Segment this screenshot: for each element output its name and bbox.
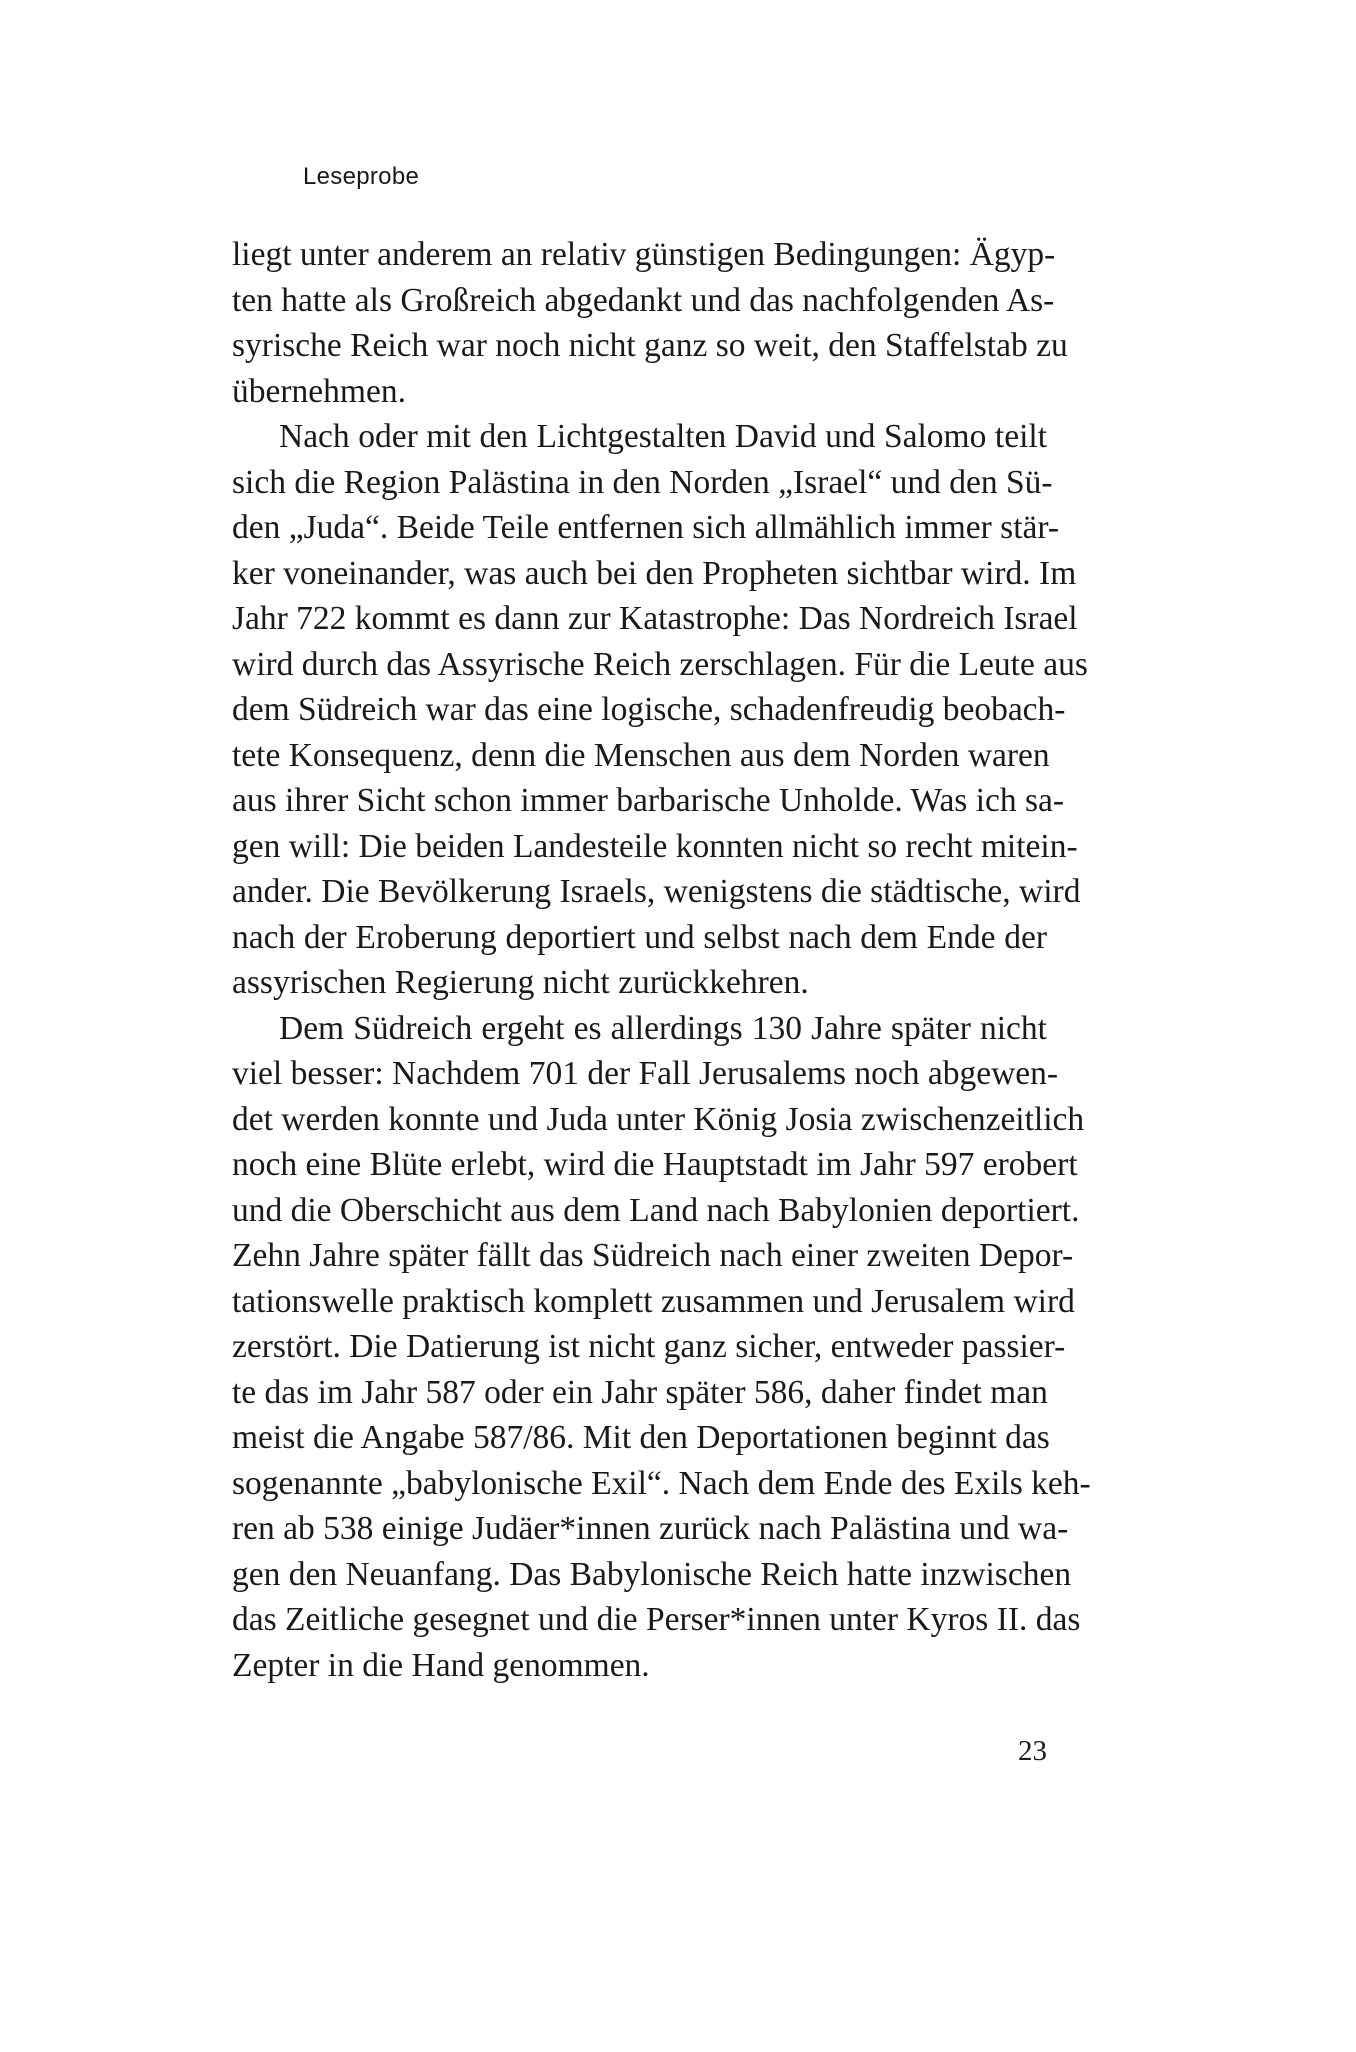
text-line: Zehn Jahre später fällt das Südreich nach einer zweiten Depor- xyxy=(232,1237,1074,1274)
body-text xyxy=(232,232,1091,1688)
text-line: zerstört. Die Datierung ist nicht ganz sicher, entweder passier- xyxy=(232,1328,1066,1365)
text-line: das Zeitliche gesegnet und die Perser*innen unter Kyros II. das xyxy=(232,1601,1081,1638)
text-line: meist die Angabe 587/86. Mit den Deportationen beginnt das xyxy=(232,1419,1050,1456)
text-line: sogenannte „babylonische Exil“. Nach dem Ende des Exils keh- xyxy=(232,1464,1091,1502)
text-line: dem Südreich war das eine logische, schadenfreudig beobach- xyxy=(232,691,1066,728)
text-line: gen will: Die beiden Landesteile konnten nicht so recht mitein- xyxy=(232,827,1078,865)
text-line: ander. Die Bevölkerung Israels, wenigstens die städtische, wird xyxy=(232,873,1081,910)
text-line: liegt unter anderem an relativ günstigen Bedingungen: Ägyp- xyxy=(232,236,1056,273)
text-line: tete Konsequenz, denn die Menschen aus dem Norden waren xyxy=(232,736,1050,774)
text-line: gen den Neuanfang. Das Babylonische Reich hatte inzwischen xyxy=(232,1555,1072,1593)
text-line: ker voneinander, was auch bei den Propheten sichtbar wird. Im xyxy=(232,554,1077,592)
running-head: Leseprobe xyxy=(303,163,420,190)
paragraph xyxy=(232,232,1068,414)
text-line: ten hatte als Großreich abgedankt und das nachfolgenden As- xyxy=(232,281,1055,319)
paragraph xyxy=(232,414,1088,1006)
text-line: assyrischen Regierung nicht zurückkehren. xyxy=(232,964,809,1001)
text-line: ren ab 538 einige Judäer*innen zurück nach Palästina und wa- xyxy=(232,1510,1069,1547)
text-line: Nach oder mit den Lichtgestalten David und Salomo teilt xyxy=(279,418,1047,455)
text-line: den „Juda“. Beide Teile entfernen sich allmählich immer stär- xyxy=(232,509,1060,546)
text-line: und die Oberschicht aus dem Land nach Babylonien deportiert. xyxy=(232,1191,1080,1229)
text-line: nach der Eroberung deportiert und selbst nach dem Ende der xyxy=(232,918,1047,956)
text-line: tationswelle praktisch komplett zusammen und Jerusalem wird xyxy=(232,1282,1075,1320)
text-line: Zepter in die Hand genommen. xyxy=(232,1646,650,1684)
text-line: übernehmen. xyxy=(232,372,406,410)
text-line: te das im Jahr 587 oder ein Jahr später 586, daher findet man xyxy=(232,1373,1048,1411)
text-line: Jahr 722 kommt es dann zur Katastrophe: Das Nordreich Israel xyxy=(232,600,1078,637)
text-line: viel besser: Nachdem 701 der Fall Jerusalems noch abgewen- xyxy=(232,1055,1059,1092)
text-line: wird durch das Assyrische Reich zerschlagen. Für die Leute aus xyxy=(232,645,1088,683)
text-line: syrische Reich war noch nicht ganz so weit, den Staffelstab zu xyxy=(232,327,1068,364)
paragraph xyxy=(232,1006,1091,1689)
page-number: 23 xyxy=(1018,1735,1047,1767)
text-line: aus ihrer Sicht schon immer barbarische Unholde. Was ich sa- xyxy=(232,782,1065,819)
text-line: det werden konnte und Juda unter König Josia zwischenzeitlich xyxy=(232,1100,1085,1138)
text-line: sich die Region Palästina in den Norden „Israel“ und den Sü- xyxy=(232,463,1053,501)
text-line: Dem Südreich ergeht es allerdings 130 Jahre später nicht xyxy=(279,1009,1047,1047)
text-line: noch eine Blüte erlebt, wird die Hauptstadt im Jahr 597 erobert xyxy=(232,1146,1078,1183)
